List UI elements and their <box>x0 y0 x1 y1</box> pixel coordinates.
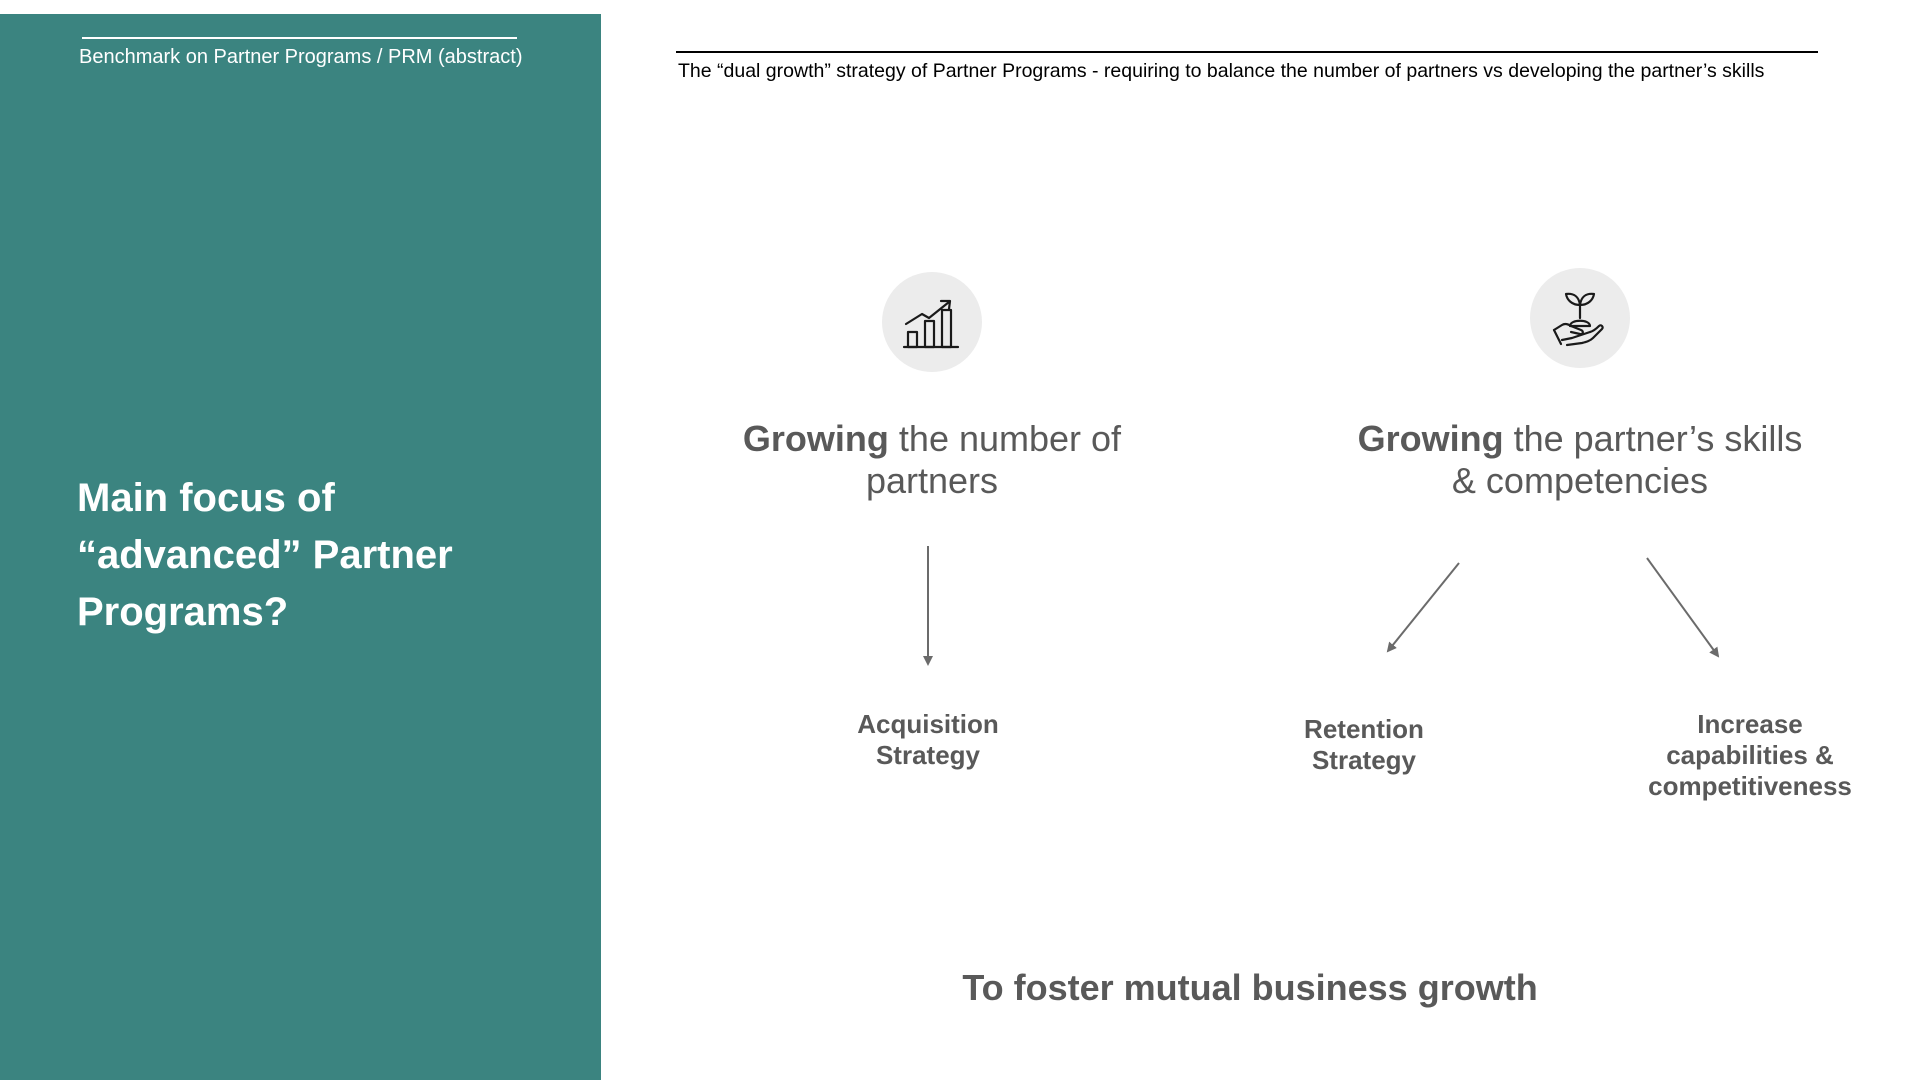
main-header-text: The “dual growth” strategy of Partner Programs - requiring to balance the number of partners vs developing the partner’s skills <box>678 60 1765 82</box>
left-heading-line2: partners <box>865 460 999 501</box>
retention-line-1: Retention <box>1304 714 1424 744</box>
acquisition-strategy-label <box>808 709 1048 771</box>
arrow-to-retention <box>1388 563 1459 651</box>
retention-strategy-label <box>1244 714 1484 776</box>
left-heading-bold: Growing <box>742 418 889 459</box>
acquisition-line-1: Acquisition <box>857 709 999 739</box>
capabilities-label <box>1620 709 1880 802</box>
footer-statement: To foster mutual business growth <box>962 967 1538 1008</box>
capabilities-line-2: capabilities & <box>1666 740 1834 770</box>
right-heading-bold: Growing <box>1357 418 1504 459</box>
side-title-line-3: Programs? <box>77 590 289 634</box>
side-header-text: Benchmark on Partner Programs / PRM (abstract) <box>79 46 523 68</box>
capabilities-line-1: Increase <box>1697 709 1803 739</box>
right-heading-line2: & competencies <box>1451 460 1709 501</box>
retention-line-2: Strategy <box>1311 745 1417 775</box>
right-heading-line1: the partner’s skills <box>1503 418 1803 459</box>
left-heading-line1: the number of <box>888 418 1122 459</box>
side-title-line-2: “advanced” Partner <box>77 533 453 577</box>
side-title-line-1: Main focus of <box>77 476 335 520</box>
capabilities-line-3: competitiveness <box>1648 771 1852 801</box>
acquisition-line-2: Strategy <box>875 740 981 770</box>
arrow-to-capabilities <box>1647 558 1718 656</box>
